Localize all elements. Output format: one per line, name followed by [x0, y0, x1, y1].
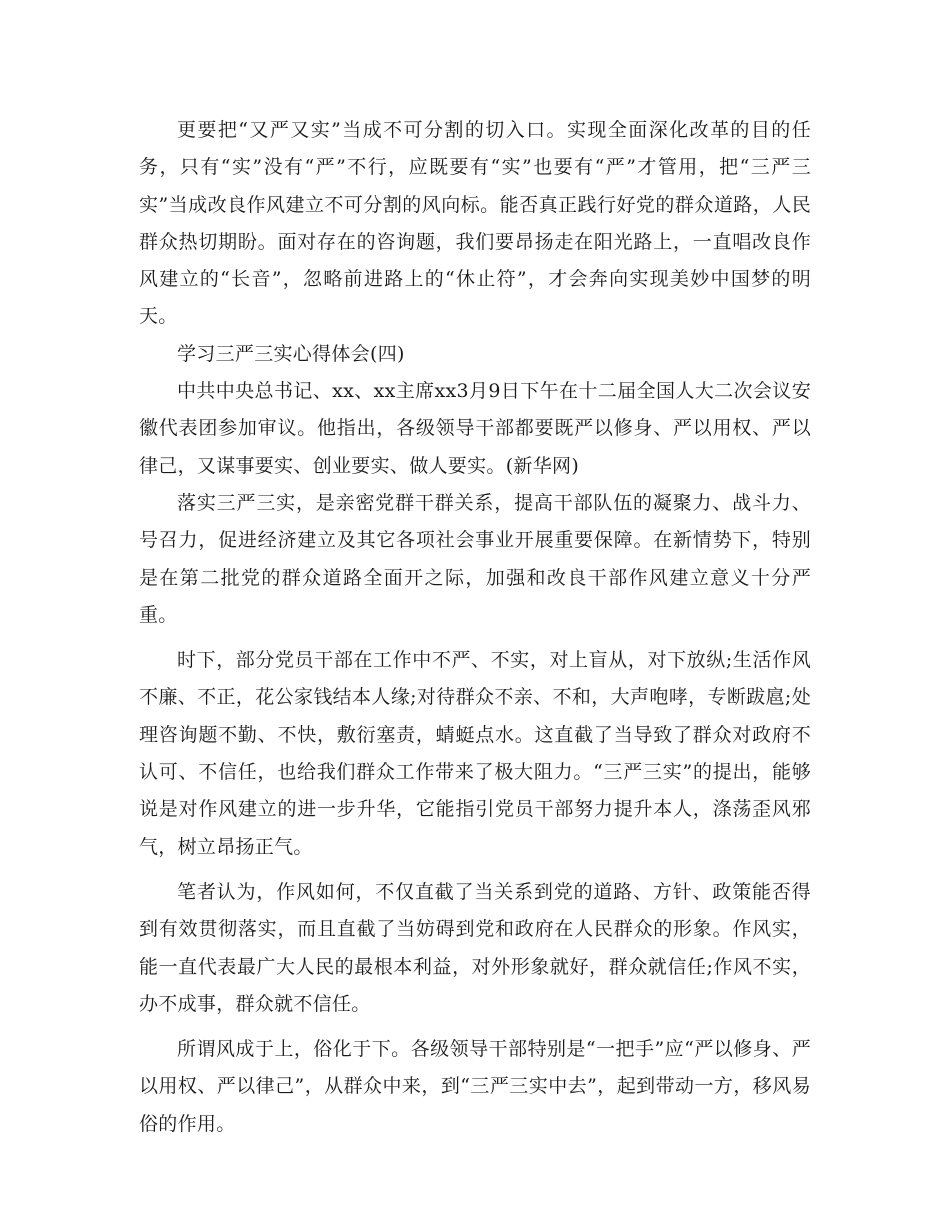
- paragraph-intro: 更要把“又严又实”当成不可分割的切入口。实现全面深化改革的目的任务，只有“实”没有“严”不行，应既要有“实”也要有“严”才管用，把“三严三实”当成改良作风建立不可分割的风向标。能否真正践行好党的群众道路，人民群众热切期盼。面对存在的咨询题，我们要昂扬走在阳光路上，一直唱改良作风建立的“长音”，忽略前进路上的“休止符”，才会奔向实现美妙中国梦的明天。: [139, 119, 811, 328]
- document-body: [139, 112, 811, 1143]
- paragraph-author-view: 笔者认为，作风如何，不仅直截了当关系到党的道路、方针、政策能否得到有效贯彻落实，而且直截了当妨碍到党和政府在人民群众的形象。作风实，能一直代表最广大人民的最根本利益，对外形象就好，群众就信任;作风不实，办不成事，群众就不信任。: [139, 880, 811, 1015]
- paragraph-conclusion: 所谓风成于上，俗化于下。各级领导干部特别是“一把手”应“严以修身、严以用权、严以律己”，从群众中来，到“三严三实中去”，起到带动一方，移风易俗的作用。: [139, 1038, 811, 1135]
- paragraph-current-issues: 时下，部分党员干部在工作中不严、不实，对上盲从，对下放纵;生活作风不廉、不正，花公家钱结本人缘;对待群众不亲、不和，大声咆哮，专断跋扈;处理咨询题不勤、不快，敷衍塞责，蜻蜓点水。这直截了当导致了群众对政府不认可、不信任，也给我们群众工作带来了极大阻力。“三严三实”的提出，能够说是对作风建立的进一步升华，它能指引党员干部努力提升本人，涤荡歪风邪气，树立昂扬正气。: [139, 649, 811, 858]
- paragraph-news: 中共中央总书记、xx、xx主席xx3月9日下午在十二届全国人大二次会议安徽代表团参加审议。他指出，各级领导干部都要既严以修身、严以用权、严以律己，又谋事要实、创业要实、做人要实。(新华网): [139, 380, 811, 477]
- section-heading: 学习三严三实心得体会(四): [177, 342, 405, 365]
- paragraph-implementation: 落实三严三实，是亲密党群干群关系，提高干部队伍的凝聚力、战斗力、号召力，促进经济建立及其它各项社会事业开展重要保障。在新情势下，特别是在第二批党的群众道路全面开之际，加强和改良干部作风建立意义十分严重。: [139, 491, 811, 626]
